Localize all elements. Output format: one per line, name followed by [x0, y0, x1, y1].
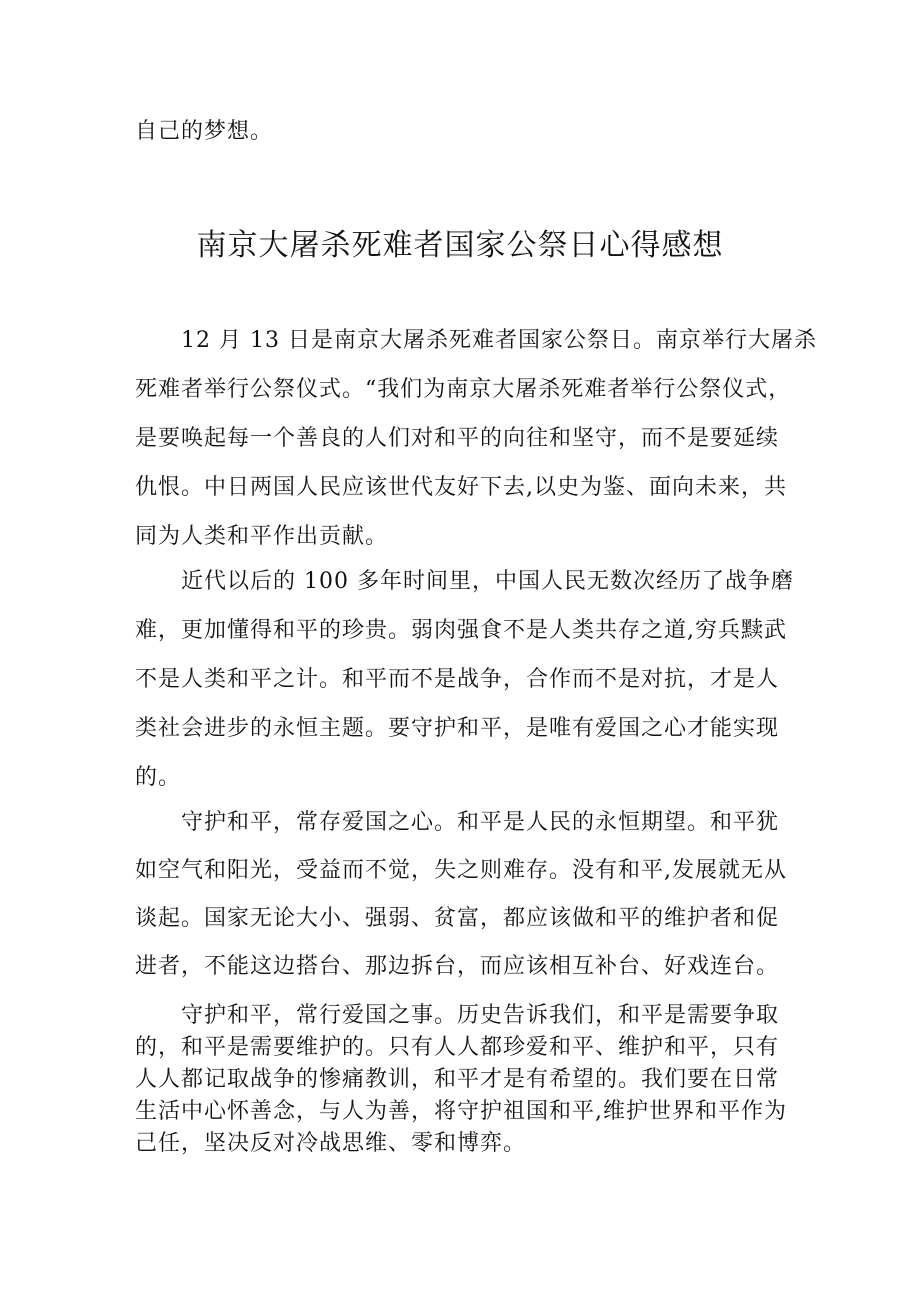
carry-over-text: 自己的梦想。 — [135, 119, 274, 144]
paragraph-line: 近代以后的 100 多年时间里，中国人民无数次经历了战争磨 — [181, 569, 794, 594]
paragraph-line: 仇恨。中日两国人民应该世代友好下去,以史为鉴、面向未来，共 — [135, 475, 787, 500]
paragraph-2 — [135, 557, 795, 802]
paragraph-line: 难，更加懂得和平的珍贵。弱肉强食不是人类共存之道,穷兵黩武 — [135, 618, 787, 643]
paragraph-4 — [135, 1000, 795, 1160]
paragraph-3 — [135, 799, 795, 991]
paragraph-line: 己任，坚决反对冷战思维、零和博弈。 — [135, 1131, 527, 1156]
paragraph-line: 是要唤起每一个善良的人们对和平的向往和坚守，而不是要延续 — [135, 426, 780, 451]
paragraph-line: 不是人类和平之计。和平而不是战争，合作而不是对抗，才是人 — [135, 667, 780, 692]
paragraph-line: 守护和平，常行爱国之事。历史告诉我们，和平是需要争取 — [181, 1003, 780, 1028]
paragraph-1 — [135, 316, 817, 561]
page-title: 南京大屠杀死难者国家公祭日心得感想 — [196, 228, 724, 263]
paragraph-line: 进者，不能这边搭台、那边拆台，而应该相互补台、好戏连台。 — [135, 954, 780, 979]
paragraph-line: 12 月 13 日是南京大屠杀死难者国家公祭日。南京举行大屠杀 — [181, 328, 817, 353]
paragraph-line: 人人都记取战争的惨痛教训，和平才是有希望的。我们要在日常 — [135, 1067, 780, 1092]
paragraph-line: 如空气和阳光，受益而不觉，失之则难存。没有和平,发展就无从 — [135, 858, 787, 883]
paragraph-line: 的。 — [135, 765, 182, 790]
paragraph-line: 的，和平是需要维护的。只有人人都珍爱和平、维护和平，只有 — [135, 1035, 780, 1060]
paragraph-line: 类社会进步的永恒主题。要守护和平，是唯有爱国之心才能实现 — [135, 716, 780, 741]
paragraph-line: 守护和平，常存爱国之心。和平是人民的永恒期望。和平犹 — [181, 810, 780, 835]
paragraph-line: 生活中心怀善念，与人为善，将守护祖国和平,维护世界和平作为 — [135, 1099, 787, 1124]
paragraph-line: 谈起。国家无论大小、强弱、贫富，都应该做和平的维护者和促 — [135, 906, 780, 931]
paragraph-line: 死难者举行公祭仪式。“我们为南京大屠杀死难者举行公祭仪式， — [135, 377, 792, 402]
paragraph-line: 同为人类和平作出贡献。 — [135, 524, 389, 549]
